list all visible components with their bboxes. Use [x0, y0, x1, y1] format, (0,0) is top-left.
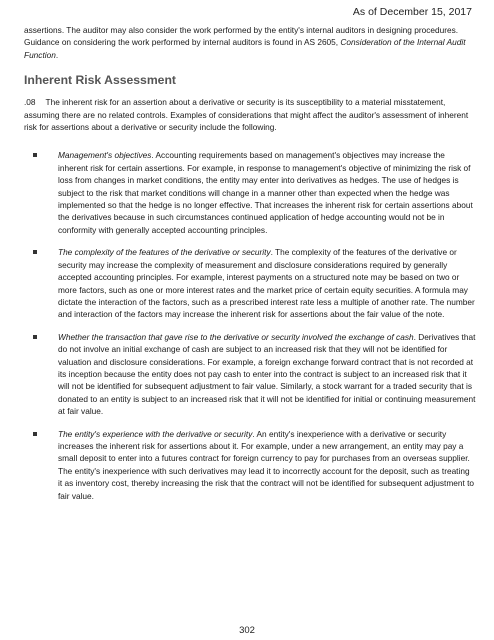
intro-end: .	[55, 49, 59, 60]
bullet-icon	[33, 432, 37, 436]
bullet-icon	[33, 250, 37, 254]
header-date: As of December 15, 2017	[352, 6, 472, 18]
bullet-body: . The complexity of the features of the derivative or security may increase the complexity of measurement and disclosure considerations required by generally accepted accounting principles. For example, interest payments on a structured note may be based on two or more factors, such as one or more interest rates and the market price of certain equity securities. A formula may dictate the interaction of the factors, such as a prescribed interest rate less a multiple of another rate. The number and interaction of the factors may increase the inherent risk for assertions about the fair value of the note.	[58, 247, 475, 320]
intro-citation: Consideration of the Internal Audit Function	[24, 37, 466, 60]
document-body	[24, 24, 476, 512]
paragraph-text: The inherent risk for an assertion about a derivative or security is its susceptibility to a material misstatement, assuming there are no related controls. Examples of considerations that might affect the auditor's assessment of inherent risk for assertions about a derivative or security include the following.	[24, 97, 469, 133]
intro-text: assertions. The auditor may also consider the work performed by the entity's internal auditors in designing procedures. Guidance on considering the work performed by internal auditors is found in AS 2605,	[24, 25, 459, 48]
bullet-title: Management's objectives	[58, 150, 152, 161]
bullet-title: Whether the transaction that gave rise to the derivative or security involved the exchange of cash	[58, 331, 414, 342]
bullet-body: . Derivatives that do not involve an initial exchange of cash are subject to an increased risk that they will not be identified for valuation and disclosure considerations. For example, a foreign exchange forward contract that is not recorded at its inception because the entity does not pay cash to enter into the contract is subject to an increased risk that it will not be identified for subsequent adjustment to fair value. Similarly, a stock warrant for a traded security that is donated to an entity is subject to an increased risk that it will not be identified for initial or continuing measurement at fair value.	[58, 331, 476, 417]
considerations-list	[24, 149, 476, 502]
bullet-title: The entity's experience with the derivative or security	[58, 428, 253, 439]
bullet-icon	[33, 153, 37, 157]
bullet-body: . An entity's inexperience with a derivative or security increases the inherent risk for assertions about it. For example, under a new arrangement, an entity may pay a small deposit to enter into a futures contract for foreign currency to pay for purchases from an overseas supplier. The entity's inexperience with such derivatives may lead it to incorrectly account for the deposit, such as treating it as inventory cost, thereby increasing the risk that the contract will not be identified for subsequent adjustment to fair value.	[58, 428, 474, 501]
bullet-icon	[33, 335, 37, 339]
intro-paragraph	[24, 24, 476, 61]
page-number: 302	[239, 625, 255, 636]
bullet-title: The complexity of the features of the derivative or security	[58, 247, 271, 258]
list-item	[24, 331, 476, 418]
list-item	[24, 246, 476, 320]
list-item	[24, 149, 476, 236]
paragraph-08	[24, 96, 476, 133]
bullet-body: . Accounting requirements based on management's objectives may increase the inherent risk for certain assertions. For example, in response to management's objective of minimizing the risk of loss from changes in market conditions, the entity may enter into derivatives as hedges. The use of hedges is subject to the risk that market conditions will change in a manner other than expected when the hedge was implemented so that the hedge is no longer effective. That increases the inherent risk for certain assertions about the derivatives because in such circumstances continued application of hedge accounting would not be in conformity with generally accepted accounting principles.	[58, 150, 473, 235]
section-heading: Inherent Risk Assessment	[24, 73, 176, 88]
list-item	[24, 428, 476, 502]
paragraph-number: .08	[24, 97, 36, 108]
